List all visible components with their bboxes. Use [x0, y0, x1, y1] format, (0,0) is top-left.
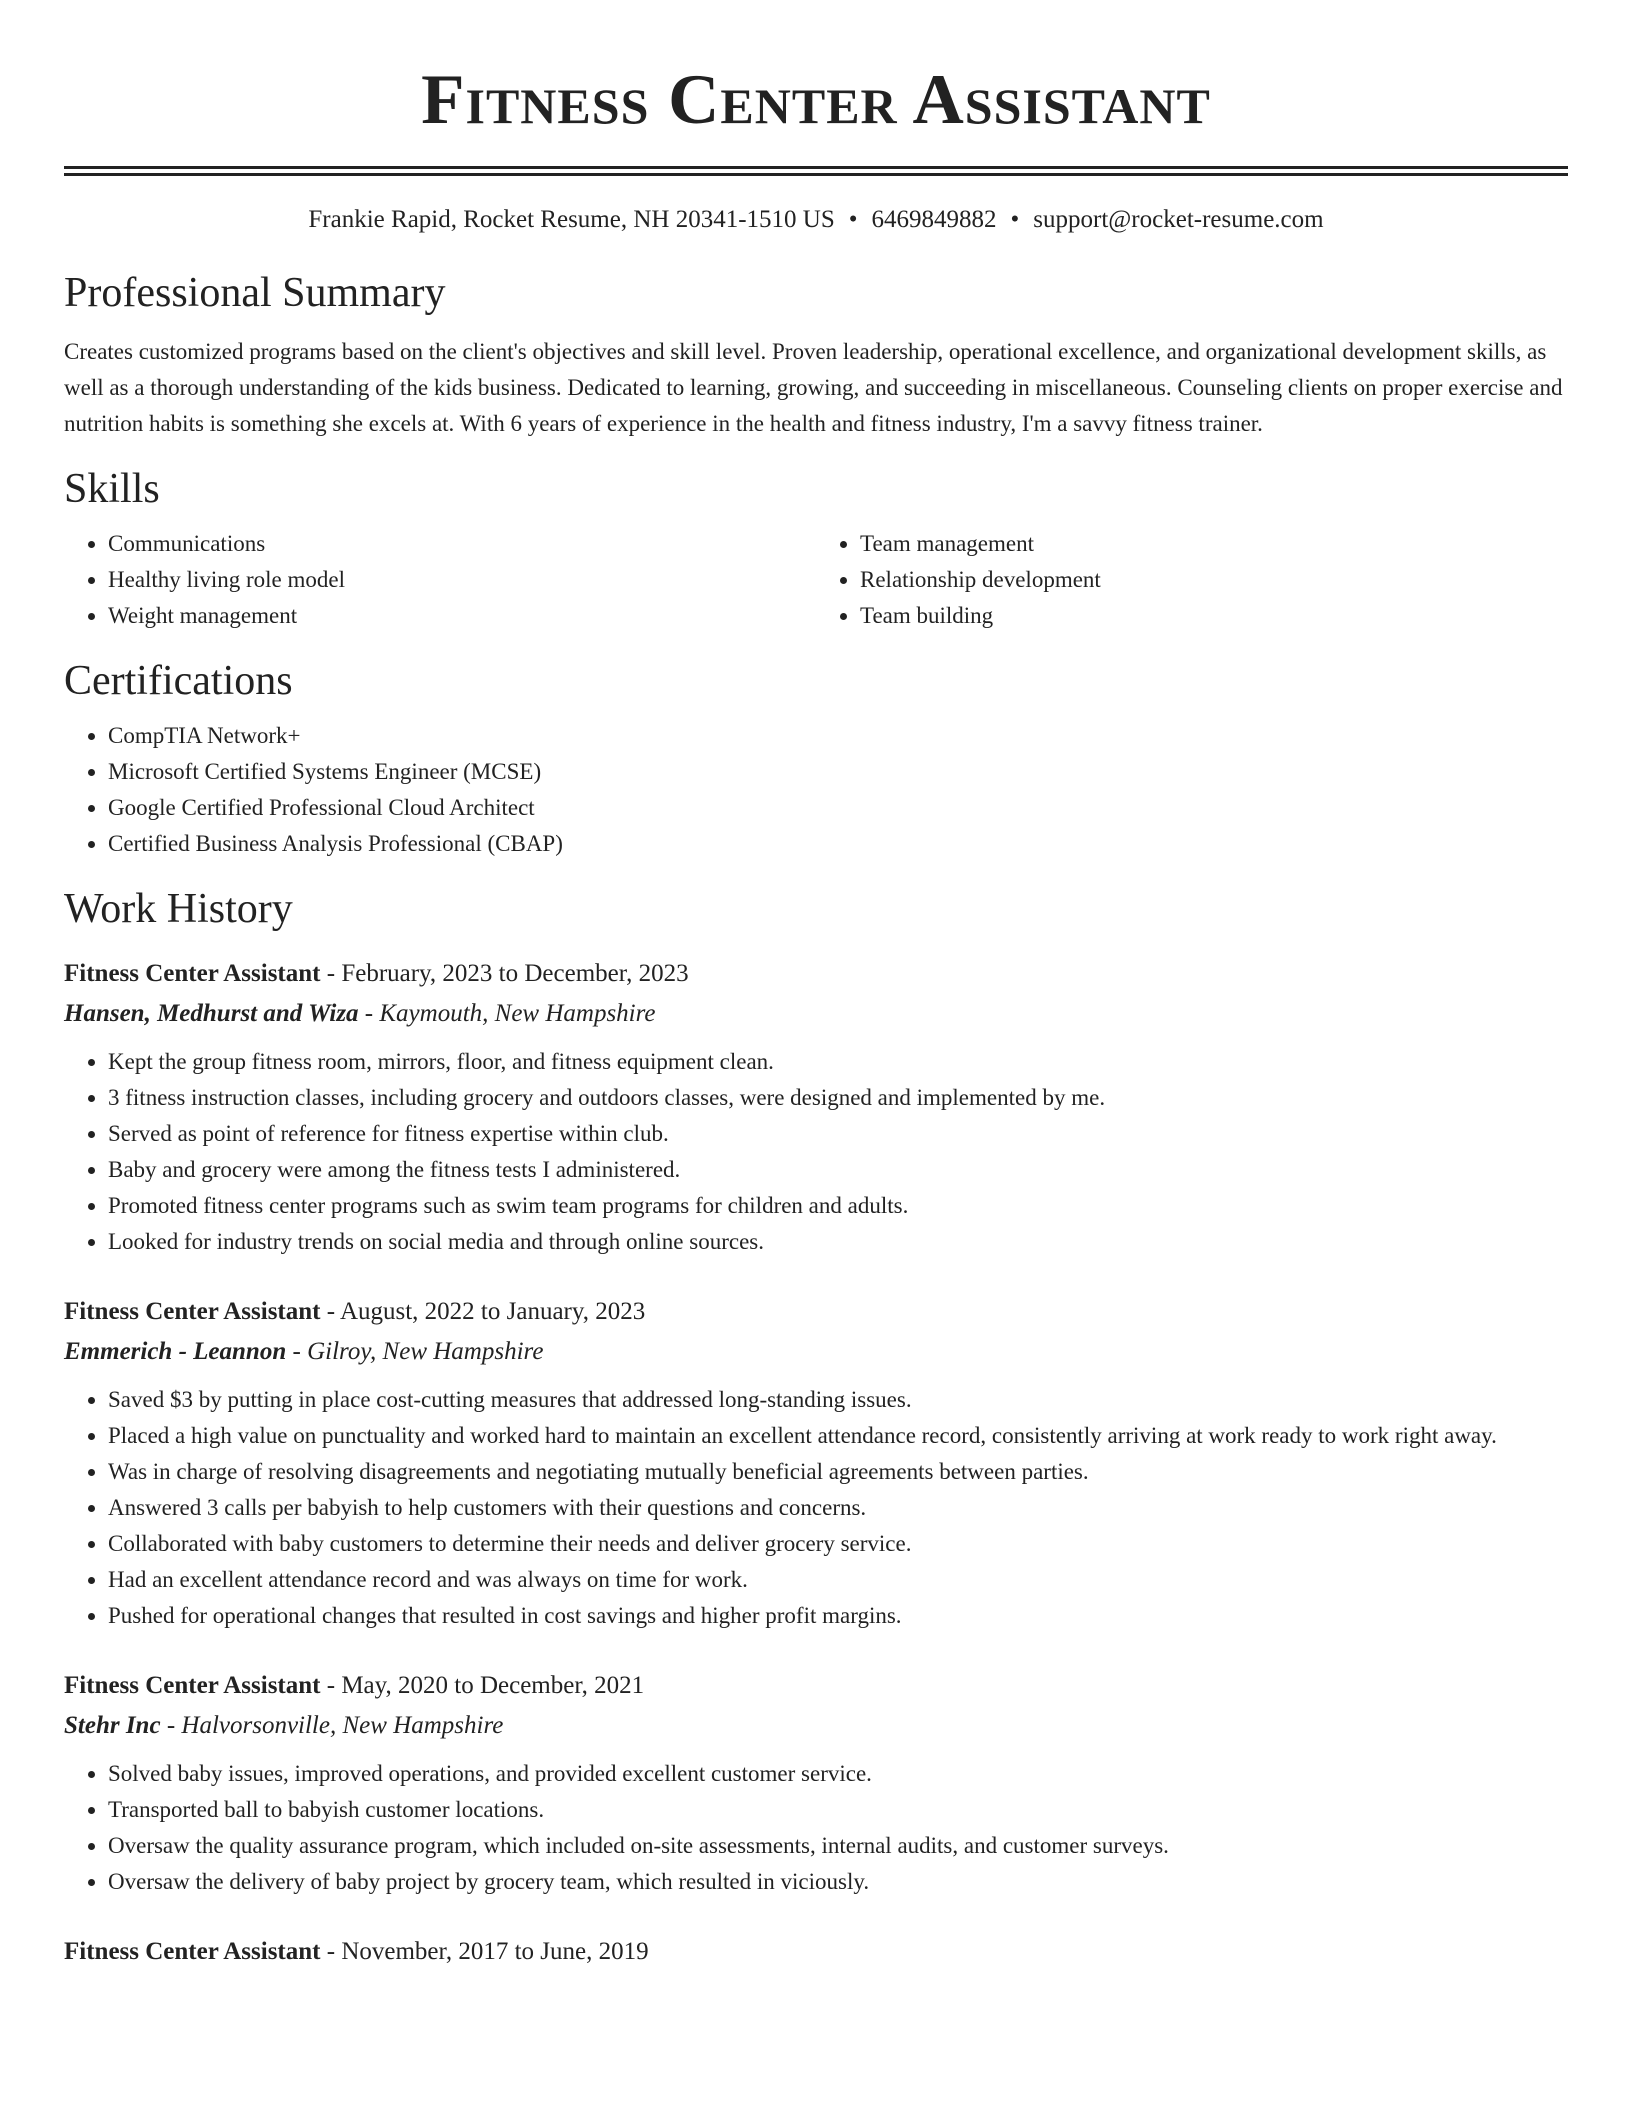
job-entry [64, 954, 1568, 1260]
job-role: Fitness Center Assistant [64, 960, 321, 987]
job-role: Fitness Center Assistant [64, 1298, 321, 1325]
job-dates: August, 2022 to January, 2023 [339, 1298, 646, 1325]
job-duties-list [64, 1382, 1568, 1634]
job-role: Fitness Center Assistant [64, 1938, 321, 1965]
employer-line [64, 1332, 1568, 1372]
job-dates: February, 2023 to December, 2023 [341, 960, 689, 987]
duty-item: • Solved baby issues, improved operations, and provided excellent customer service. [108, 1756, 1568, 1792]
duty-item: • Pushed for operational changes that resulted in cost savings and higher profit margins. [108, 1598, 1568, 1634]
section-heading-summary: Professional Summary [64, 270, 446, 316]
contact-phone: 6469849882 [871, 206, 997, 233]
employer-line [64, 1706, 1568, 1746]
job-dash: - [320, 960, 342, 987]
job-company: Emmerich - Leannon [64, 1338, 287, 1365]
skills-list [64, 514, 1568, 634]
duty-item: • Placed a high value on punctuality and worked hard to maintain an excellent attendance record, consistently arriving at work ready to work right away. [108, 1418, 1568, 1454]
contact-separator: • [848, 206, 858, 233]
resume-page [64, 0, 1568, 1972]
job-dates: May, 2020 to December, 2021 [341, 1672, 645, 1699]
job-dates: November, 2017 to June, 2019 [341, 1938, 649, 1965]
skill-item: • Team management [860, 526, 1568, 562]
job-dash: - [358, 1000, 380, 1027]
job-location: Halvorsonville, New Hampshire [181, 1712, 504, 1739]
contact-address: Frankie Rapid, Rocket Resume, NH 20341-1510 US [308, 206, 835, 233]
job-role: Fitness Center Assistant [64, 1672, 321, 1699]
job-entry [64, 1292, 1568, 1634]
job-location: Gilroy, New Hampshire [307, 1338, 544, 1365]
duty-item: • Had an excellent attendance record and was always on time for work. [108, 1562, 1568, 1598]
certifications-list [64, 718, 1568, 862]
job-dash: - [160, 1712, 182, 1739]
job-title-line [64, 1292, 1568, 1332]
certification-item: • Google Certified Professional Cloud Architect [108, 790, 1568, 826]
duty-item: • Answered 3 calls per babyish to help customers with their questions and concerns. [108, 1490, 1568, 1526]
contact-separator: • [1010, 206, 1020, 233]
job-dash: - [286, 1338, 308, 1365]
job-entry [64, 1932, 1568, 1972]
certification-item: • Microsoft Certified Systems Engineer (MCSE) [108, 754, 1568, 790]
certification-item: • CompTIA Network+ [108, 718, 1568, 754]
summary-text: Creates customized programs based on the client's objectives and skill level. Proven leadership, operational excellence, and organizational development skills, as well as a thorough understanding of the kids business. Dedicated to learning, growing, and succeeding in miscellaneous. Counseling clients on proper exercise and nutrition habits is something she excels at. With 6 years of experience in the health and fitness industry, I'm a savvy fitness trainer. [64, 339, 1563, 436]
skill-item: • Relationship development [860, 562, 1568, 598]
duty-item: • Transported ball to babyish customer locations. [108, 1792, 1568, 1828]
job-company: Hansen, Medhurst and Wiza [64, 1000, 359, 1027]
skill-item: • Weight management [108, 598, 816, 634]
duty-item: • Served as point of reference for fitness expertise within club. [108, 1116, 1568, 1152]
page-title: Fitness Center Assistant [421, 61, 1211, 139]
section-heading-work-history: Work History [64, 886, 293, 932]
job-location: Kaymouth, New Hampshire [379, 1000, 656, 1027]
job-title-line [64, 1932, 1568, 1972]
job-title-line [64, 1666, 1568, 1706]
skill-item: • Healthy living role model [108, 562, 816, 598]
job-dash: - [320, 1938, 342, 1965]
duty-item: • Kept the group fitness room, mirrors, floor, and fitness equipment clean. [108, 1044, 1568, 1080]
duty-item: • Was in charge of resolving disagreements and negotiating mutually beneficial agreements between parties. [108, 1454, 1568, 1490]
job-duties-list [64, 1044, 1568, 1260]
skills-column-right [816, 526, 1568, 634]
contact-email: support@rocket-resume.com [1033, 206, 1324, 233]
contact-line [64, 204, 1568, 236]
title-divider [64, 166, 1568, 176]
duty-item: • Oversaw the quality assurance program, which included on-site assessments, internal audits, and customer surveys. [108, 1828, 1568, 1864]
duty-item: • Saved $3 by putting in place cost-cutting measures that addressed long-standing issues. [108, 1382, 1568, 1418]
skill-item: • Communications [108, 526, 816, 562]
duty-item: • 3 fitness instruction classes, including grocery and outdoors classes, were designed and implemented by me. [108, 1080, 1568, 1116]
job-title-line [64, 954, 1568, 994]
job-dash: - [320, 1672, 342, 1699]
job-dash: - [320, 1298, 340, 1325]
job-duties-list [64, 1756, 1568, 1900]
duty-item: • Looked for industry trends on social media and through online sources. [108, 1224, 1568, 1260]
duty-item: • Oversaw the delivery of baby project by grocery team, which resulted in viciously. [108, 1864, 1568, 1900]
employer-line [64, 994, 1568, 1034]
job-entry [64, 1666, 1568, 1900]
job-company: Stehr Inc [64, 1712, 161, 1739]
skill-item: • Team building [860, 598, 1568, 634]
skills-column-left [64, 526, 816, 634]
duty-item: • Promoted fitness center programs such as swim team programs for children and adults. [108, 1188, 1568, 1224]
certification-item: • Certified Business Analysis Professional (CBAP) [108, 826, 1568, 862]
duty-item: • Baby and grocery were among the fitness tests I administered. [108, 1152, 1568, 1188]
section-heading-skills: Skills [64, 466, 160, 512]
duty-item: • Collaborated with baby customers to determine their needs and deliver grocery service. [108, 1526, 1568, 1562]
section-heading-certifications: Certifications [64, 658, 293, 704]
